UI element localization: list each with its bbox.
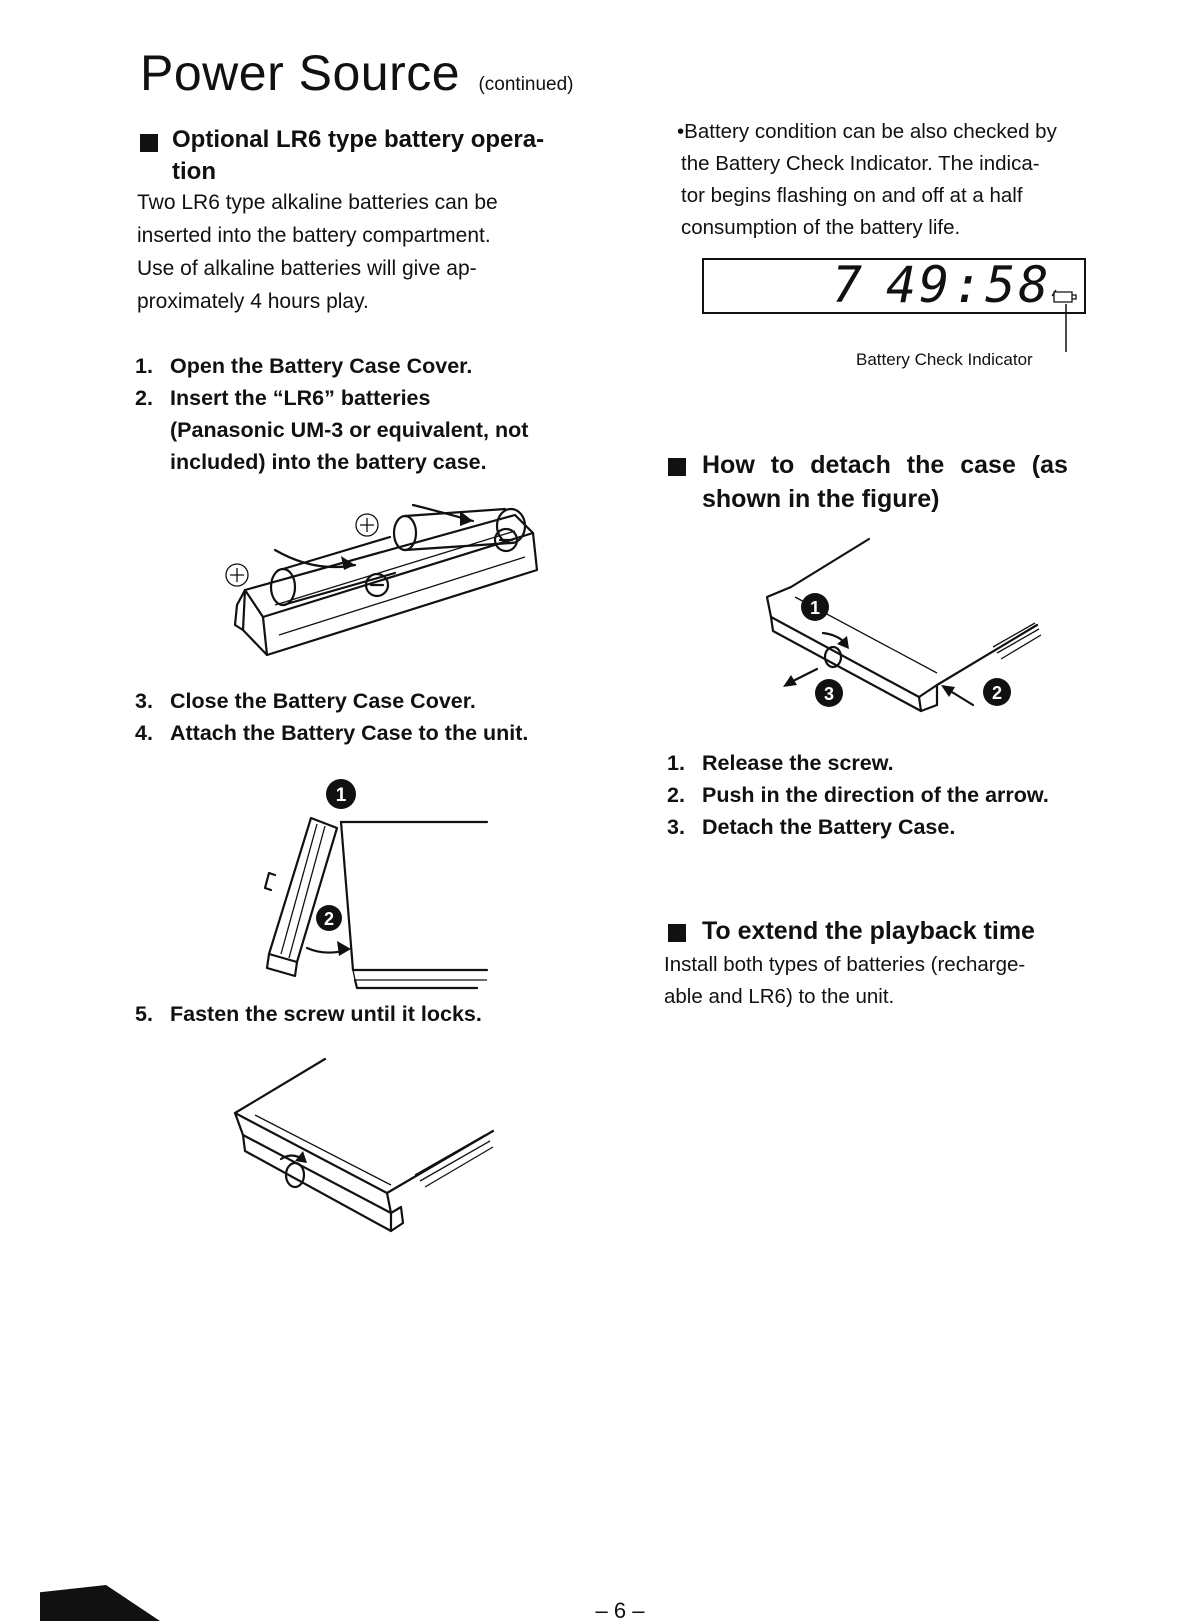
page-title-text: Power Source <box>140 45 461 101</box>
step-item <box>667 811 1049 843</box>
step-number: 1. <box>667 751 685 775</box>
callout-label: 3 <box>823 684 835 704</box>
callout-label: 1 <box>335 785 347 806</box>
battery-insertion-illustration <box>215 495 555 685</box>
steps-3-4 <box>135 685 528 749</box>
step-text-cont: included) into the battery case. <box>170 450 487 474</box>
section-heading-lr6 <box>172 124 544 188</box>
step-text: Fasten the screw until it locks. <box>170 1002 482 1026</box>
step-number: 3. <box>667 815 685 839</box>
section-heading-line: Optional LR6 type battery opera- <box>172 126 545 153</box>
indicator-label: Battery Check Indicator <box>856 350 1033 369</box>
step-item <box>667 779 1049 811</box>
step-text: Open the Battery Case Cover. <box>170 354 473 378</box>
text-line: Two LR6 type alkaline batteries can be <box>137 191 498 214</box>
callout-label: 2 <box>991 683 1003 703</box>
text-line: Install both types of batteries (recharge- <box>664 953 1026 976</box>
fasten-screw-illustration <box>215 1055 505 1245</box>
section-bullet-square <box>140 134 158 152</box>
step-item <box>135 350 528 382</box>
step-item <box>667 747 1049 779</box>
scan-edge-mark <box>40 1585 160 1621</box>
lcd-display <box>702 258 1086 314</box>
step-number: 4. <box>135 721 153 745</box>
text-line: inserted into the battery compartment. <box>137 224 491 247</box>
section-heading-line: shown in the figure) <box>702 485 940 513</box>
step-text: Release the screw. <box>702 751 894 775</box>
step-item <box>135 382 528 478</box>
detach-steps <box>667 747 1049 843</box>
step-text: Insert the “LR6” batteries <box>170 386 431 410</box>
battery-condition-note <box>677 116 1057 244</box>
text-line: proximately 4 hours play. <box>137 290 369 313</box>
lcd-time: 49:58 <box>886 256 1052 314</box>
step-text: Attach the Battery Case to the unit. <box>170 721 529 745</box>
text-line: •Battery condition can be also checked by <box>677 120 1057 143</box>
attach-case-illustration <box>255 770 495 1010</box>
lcd-hour: 7 <box>832 256 865 314</box>
step-text: Close the Battery Case Cover. <box>170 689 476 713</box>
section-heading-extend: To extend the playback time <box>702 917 1035 945</box>
page-title <box>140 44 574 102</box>
step-5 <box>135 998 482 1030</box>
section-bullet-square <box>668 924 686 942</box>
section-heading-detach <box>702 448 1068 516</box>
text-line: able and LR6) to the unit. <box>664 985 895 1008</box>
text-line: the Battery Check Indicator. The indica- <box>681 152 1040 175</box>
intro-paragraph <box>137 186 498 318</box>
text-line: tor begins flashing on and off at a half <box>681 184 1023 207</box>
step-text: Detach the Battery Case. <box>702 815 956 839</box>
step-number: 5. <box>135 1002 153 1026</box>
detach-case-illustration <box>765 535 1055 735</box>
section-bullet-square <box>668 458 686 476</box>
step-text: Push in the direction of the arrow. <box>702 783 1049 807</box>
text-line: consumption of the battery life. <box>681 216 961 239</box>
page-number: – 6 – <box>595 1598 645 1623</box>
step-number: 2. <box>667 783 685 807</box>
callout-label: 2 <box>323 909 335 929</box>
step-number: 3. <box>135 689 153 713</box>
extend-paragraph <box>664 949 1025 1013</box>
battery-icon <box>1050 286 1080 306</box>
section-heading-line: How to detach the case (as <box>702 451 1068 479</box>
step-item <box>135 685 528 717</box>
page-title-suffix: (continued) <box>478 74 574 95</box>
step-text-cont: (Panasonic UM-3 or equivalent, not <box>170 418 529 442</box>
section-heading-line: tion <box>172 158 216 185</box>
step-number: 2. <box>135 386 153 410</box>
steps-1-2 <box>135 350 528 478</box>
text-line: Use of alkaline batteries will give ap- <box>137 257 477 280</box>
step-item <box>135 717 528 749</box>
callout-label: 1 <box>809 598 821 618</box>
indicator-leader-line <box>1064 304 1068 354</box>
step-number: 1. <box>135 354 153 378</box>
